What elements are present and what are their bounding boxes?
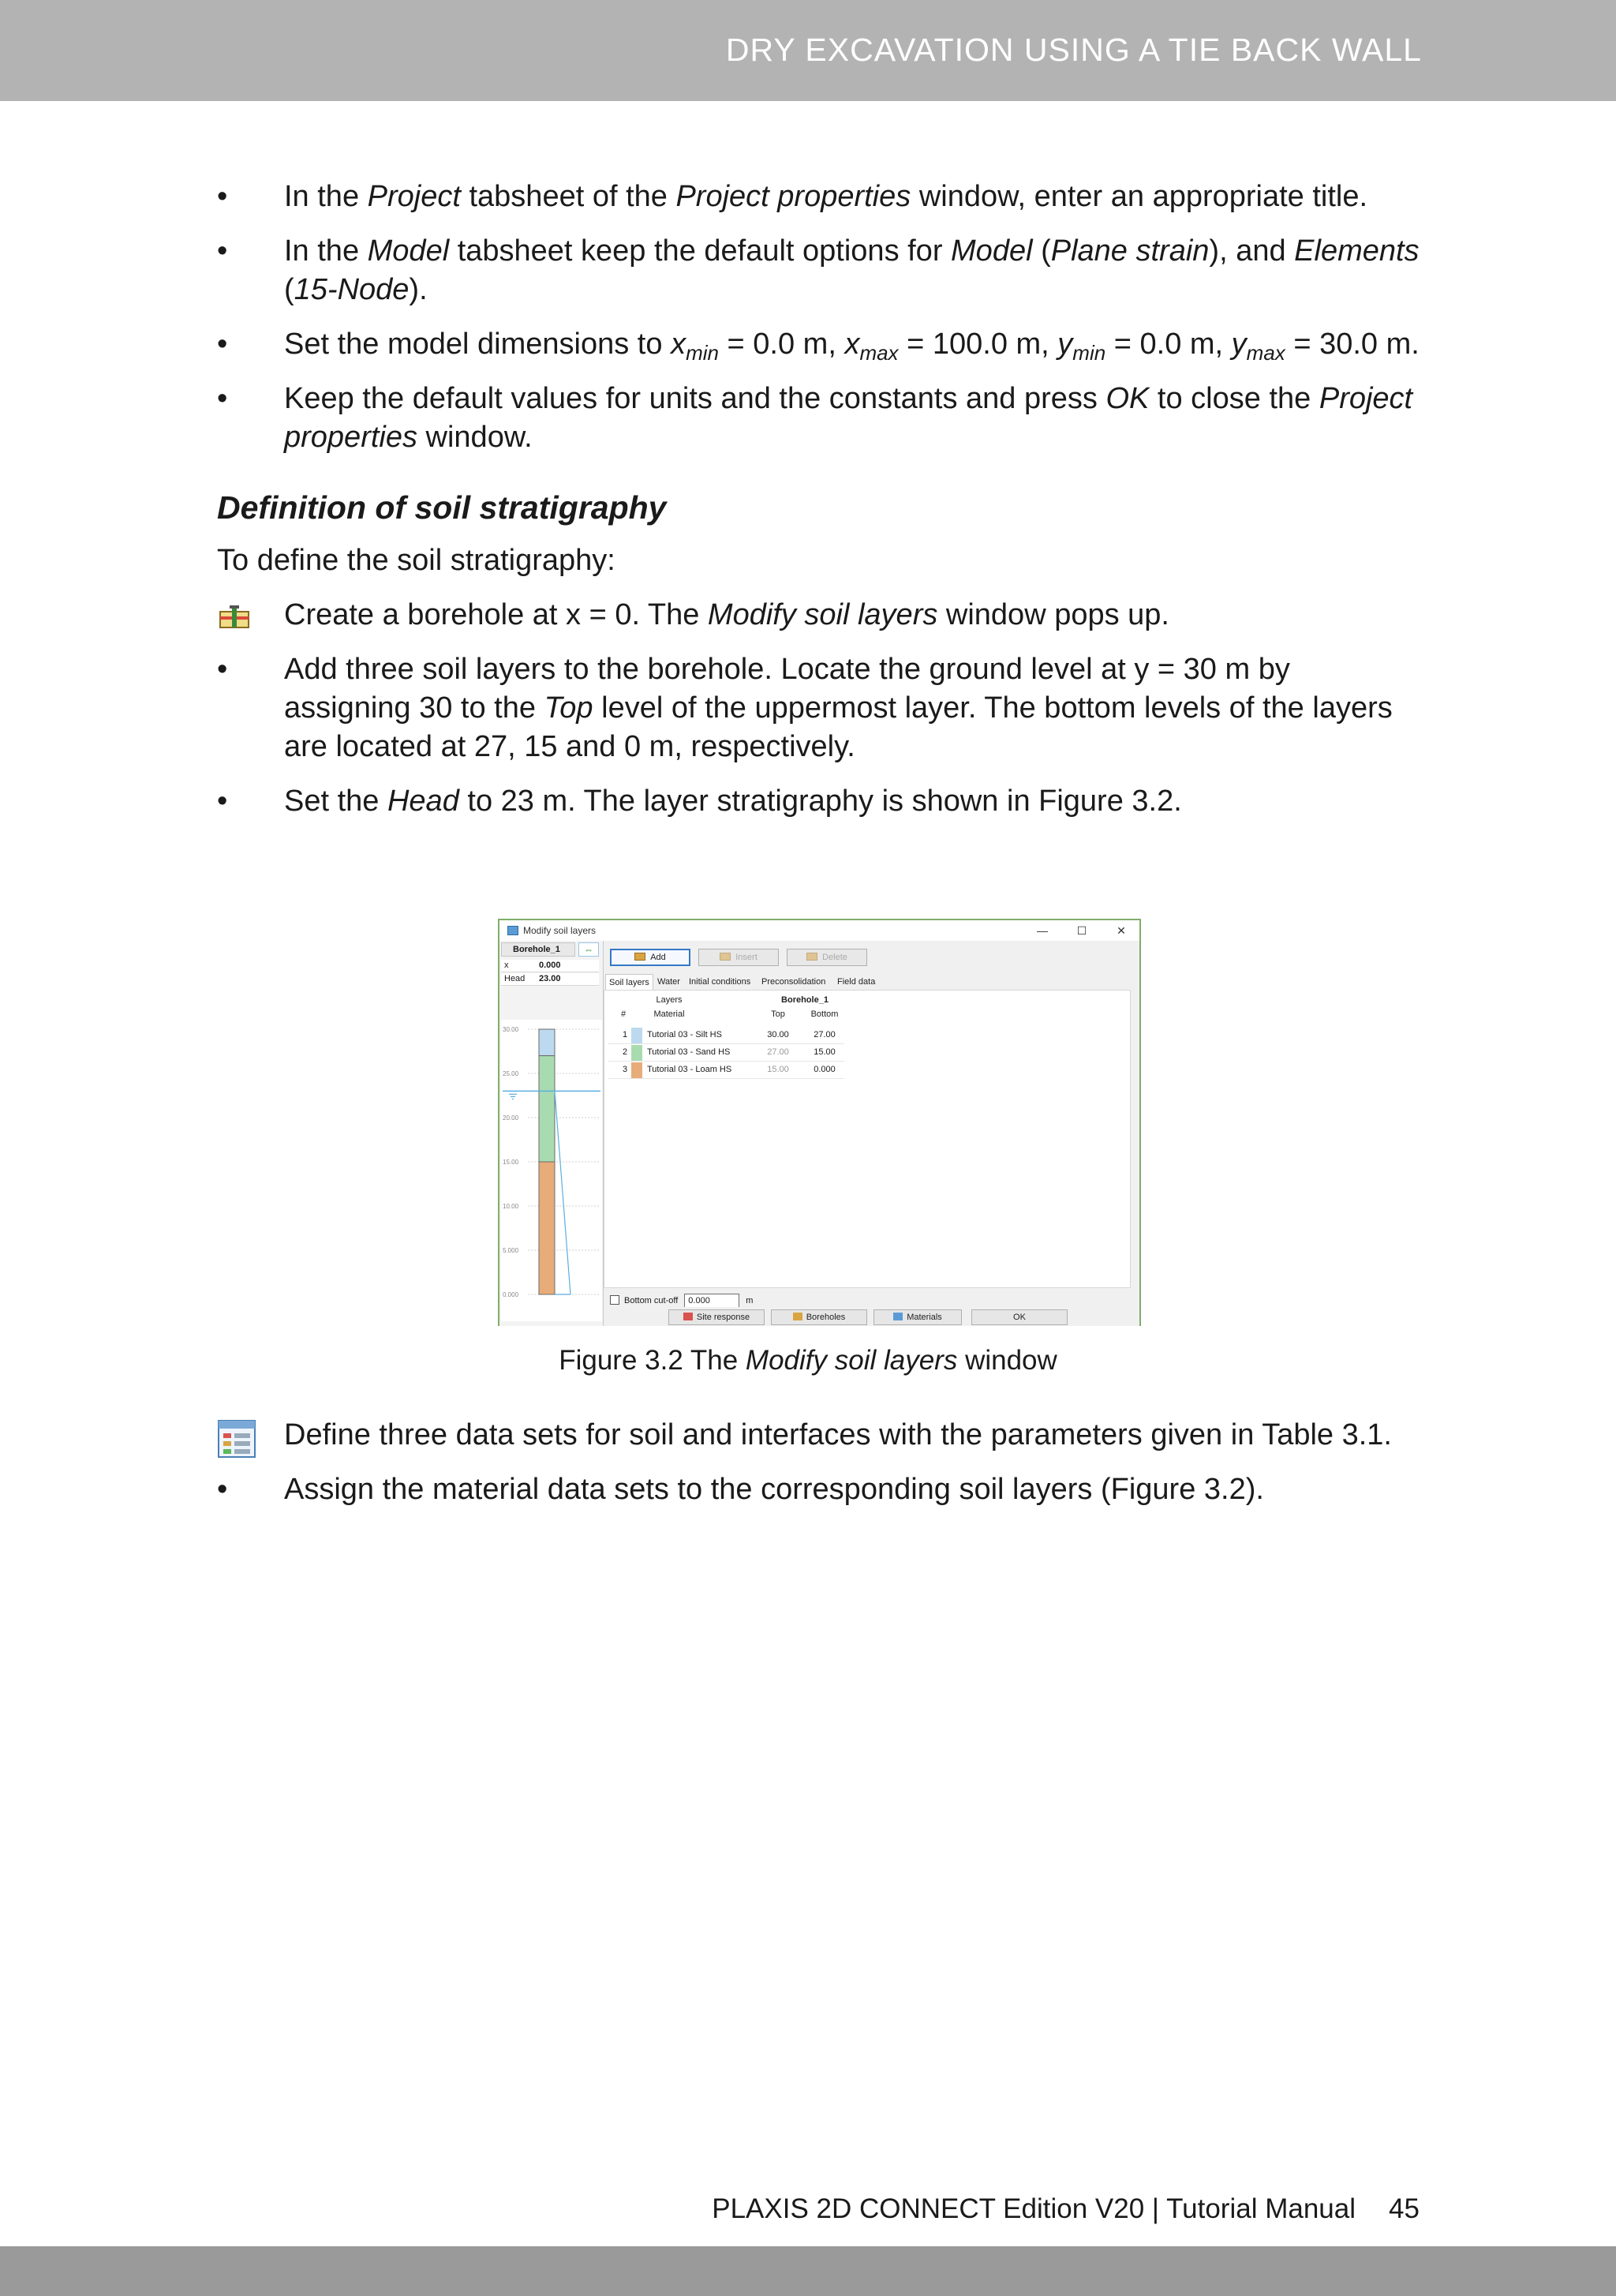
text-segment: Create a borehole at x = 0. The xyxy=(284,598,708,631)
text-segment: to 23 m. The layer stratigraphy is shown in Figure 3.2. xyxy=(458,785,1182,818)
bullet-dot: • xyxy=(217,1473,228,1506)
boreholes-label: Boreholes xyxy=(806,1313,846,1322)
boreholes-button[interactable] xyxy=(771,1309,867,1325)
xmax-sub: max xyxy=(859,341,899,365)
list-item-text xyxy=(284,785,1182,818)
tab-initial-conditions[interactable]: Initial conditions xyxy=(689,977,751,987)
italic-text: Elements xyxy=(1294,234,1420,268)
list-item xyxy=(217,1416,1424,1455)
xmin-value: = 0.0 m, xyxy=(718,328,845,361)
row-bottom[interactable]: 27.00 xyxy=(814,1030,836,1039)
list-item xyxy=(217,232,1424,309)
text-segment: In the xyxy=(284,180,368,213)
layers-main-panel xyxy=(604,941,1139,1326)
list-item xyxy=(217,325,1424,364)
delete-icon xyxy=(806,953,817,961)
axis-tick-label: 30.00 xyxy=(503,1026,519,1033)
xmin-sub: min xyxy=(686,341,719,365)
borehole-panel xyxy=(499,941,604,1326)
borehole-column-view xyxy=(501,1020,602,1321)
grid-header-bottom: Bottom xyxy=(810,1009,839,1019)
delete-layer-button[interactable] xyxy=(787,949,867,966)
close-button[interactable]: ✕ xyxy=(1117,924,1126,937)
row-bottom[interactable]: 0.000 xyxy=(814,1065,836,1074)
text-segment: window pops up. xyxy=(937,598,1169,631)
boreholes-icon xyxy=(793,1313,802,1320)
prop-row-head xyxy=(501,973,599,986)
borehole-name-field[interactable]: Borehole_1 xyxy=(501,942,575,957)
materials-label: Materials xyxy=(907,1313,942,1322)
water-level-icon xyxy=(509,1094,517,1099)
list-item-text xyxy=(284,598,1169,631)
italic-text: Plane strain xyxy=(1050,234,1210,268)
grid-header-material: Material xyxy=(653,1009,685,1019)
text-segment: window, enter an appropriate title. xyxy=(911,180,1368,213)
layer-silt xyxy=(539,1029,555,1056)
text-segment: Keep the default values for units and the constants and press xyxy=(284,382,1106,415)
insert-layer-button[interactable] xyxy=(698,949,779,966)
ymin-value: = 0.0 m, xyxy=(1105,328,1232,361)
layer-loam xyxy=(539,1162,555,1294)
row-color-swatch xyxy=(631,1062,642,1078)
tab-field-data[interactable]: Field data xyxy=(837,977,876,987)
material-sets-icon xyxy=(217,1419,252,1459)
figure-caption xyxy=(0,1345,1616,1376)
ymax-symbol: y xyxy=(1231,328,1247,361)
axis-tick-label: 0.000 xyxy=(503,1291,519,1298)
row-material[interactable]: Tutorial 03 - Loam HS xyxy=(647,1065,732,1074)
row-top[interactable]: 30.00 xyxy=(767,1030,789,1039)
prop-key: Head xyxy=(504,974,526,983)
row-top: 15.00 xyxy=(767,1065,789,1074)
grid-header-layers: Layers xyxy=(656,995,683,1005)
italic-text: Modify soil layers xyxy=(707,598,938,631)
list-item xyxy=(217,650,1424,766)
page-content-lower xyxy=(217,1416,1424,1525)
prop-row-x xyxy=(501,960,599,972)
tab-strip xyxy=(604,974,1139,990)
page-header-bar xyxy=(0,0,1616,101)
app-icon xyxy=(507,926,518,935)
tab-water[interactable]: Water xyxy=(657,977,680,987)
ymin-sub: min xyxy=(1072,341,1106,365)
italic-text: Project xyxy=(367,180,461,213)
text-segment: to close the xyxy=(1149,382,1319,415)
maximize-button[interactable]: ☐ xyxy=(1076,924,1087,937)
caption-prefix: Figure 3.2 The xyxy=(559,1345,746,1376)
list-item-text xyxy=(284,180,1367,213)
add-label: Add xyxy=(650,953,666,962)
axis-tick-label: 20.00 xyxy=(503,1114,519,1122)
xmax-symbol: x xyxy=(844,328,860,361)
italic-text: Project properties xyxy=(675,180,911,213)
list-item xyxy=(217,178,1424,216)
axis-tick-label: 10.00 xyxy=(503,1203,519,1210)
list-item-text xyxy=(284,328,1420,365)
borehole-column-svg xyxy=(501,1020,602,1321)
list-item-text xyxy=(284,234,1420,306)
bottom-cutoff-row xyxy=(610,1293,753,1309)
footer-text: PLAXIS 2D CONNECT Edition V20 | Tutorial Manual xyxy=(712,2193,1356,2224)
text-segment: window. xyxy=(417,421,533,454)
text-segment: tabsheet of the xyxy=(460,180,676,213)
xmin-symbol: x xyxy=(671,328,686,361)
text-segment: ( xyxy=(1032,234,1051,268)
italic-text: Model xyxy=(951,234,1033,268)
italic-text: OK xyxy=(1105,382,1150,415)
insert-label: Insert xyxy=(735,953,758,962)
modify-soil-layers-window xyxy=(498,919,1141,1326)
materials-button[interactable] xyxy=(873,1309,962,1325)
row-material[interactable]: Tutorial 03 - Silt HS xyxy=(647,1030,722,1039)
text-segment: ), and xyxy=(1209,234,1295,268)
table-row[interactable] xyxy=(608,1027,844,1044)
ymax-value: = 30.0 m. xyxy=(1285,328,1420,361)
bullet-dot: • xyxy=(217,382,228,415)
site-response-icon xyxy=(683,1313,693,1320)
bottom-cutoff-input[interactable]: 0.000 xyxy=(684,1294,739,1308)
italic-text: 15-Node xyxy=(294,273,410,306)
tab-soil-layers[interactable]: Soil layers xyxy=(605,974,653,990)
row-color-swatch xyxy=(631,1028,642,1043)
italic-text: Top xyxy=(544,691,593,725)
grid-header-top: Top xyxy=(771,1009,785,1019)
italic-text: Head xyxy=(387,785,459,818)
row-index: 2 xyxy=(622,1047,628,1057)
site-response-button[interactable] xyxy=(668,1309,765,1325)
bullet-dot: • xyxy=(217,328,228,361)
list-item xyxy=(217,1470,1424,1509)
ok-button[interactable]: OK xyxy=(971,1309,1068,1325)
text-segment: Add three soil layers to the borehole. Locate the ground level at y = 30 m by assigning 30 to the xyxy=(284,653,1290,725)
text-segment: In the xyxy=(284,234,368,268)
layer-sand xyxy=(539,1056,555,1162)
soil-layers-grid xyxy=(604,990,1131,1288)
section-heading: Definition of soil stratigraphy xyxy=(217,489,667,526)
text-segment: Assign the material data sets to the corresponding soil layers (Figure 3.2). xyxy=(284,1473,1264,1506)
row-top: 27.00 xyxy=(767,1047,789,1057)
italic-text: Model xyxy=(367,234,450,268)
row-index: 3 xyxy=(622,1065,628,1074)
window-button-bar xyxy=(604,1307,1139,1326)
row-bottom[interactable]: 15.00 xyxy=(814,1047,836,1057)
section-intro: To define the soil stratigraphy: xyxy=(217,544,615,577)
list-item-text xyxy=(284,382,1412,454)
caption-suffix: window xyxy=(957,1345,1057,1376)
minimize-button[interactable]: — xyxy=(1037,924,1048,937)
text-segment: tabsheet keep the default options for xyxy=(449,234,952,268)
list-item xyxy=(217,380,1424,457)
list-item xyxy=(217,782,1424,821)
bullet-dot: • xyxy=(217,180,228,213)
page-number: 45 xyxy=(1389,2193,1420,2224)
add-icon xyxy=(634,953,645,961)
page-content xyxy=(217,178,1424,837)
chapter-title: DRY EXCAVATION USING A TIE BACK WALL xyxy=(725,32,1422,68)
dims-prefix: Set the model dimensions to xyxy=(284,328,671,361)
borehole-icon xyxy=(217,602,252,629)
axis-tick-label: 5.000 xyxy=(503,1247,519,1254)
hydrostatic-line xyxy=(555,1091,570,1294)
axis-tick-label: 15.00 xyxy=(503,1159,519,1166)
row-material[interactable]: Tutorial 03 - Sand HS xyxy=(647,1047,731,1057)
site-response-label: Site response xyxy=(696,1313,750,1322)
table-row[interactable] xyxy=(608,1062,844,1079)
tab-preconsolidation[interactable]: Preconsolidation xyxy=(761,977,826,987)
bullet-dot: • xyxy=(217,785,228,818)
resize-arrows-icon[interactable]: ⇔ xyxy=(578,942,599,957)
list-item-text xyxy=(284,653,1393,763)
bottom-cutoff-unit: m xyxy=(746,1296,754,1305)
list-item-text xyxy=(284,1473,1264,1506)
grid-header-index: # xyxy=(620,1009,627,1019)
bullet-dot: • xyxy=(217,653,228,686)
delete-label: Delete xyxy=(822,953,847,962)
row-index: 1 xyxy=(622,1030,628,1039)
text-segment: Set the xyxy=(284,785,387,818)
row-color-swatch xyxy=(631,1045,642,1061)
prop-key: x xyxy=(504,961,509,970)
materials-icon xyxy=(893,1313,903,1320)
caption-italic: Modify soil layers xyxy=(745,1345,958,1376)
text-segment: level of the uppermost layer. The bottom levels of the layers are located at 27, 15 and 0 m, respectively. xyxy=(284,691,1393,763)
text-segment: ). xyxy=(409,273,428,306)
bottom-cutoff-label: Bottom cut-off xyxy=(624,1296,679,1305)
insert-icon xyxy=(720,953,731,961)
window-titlebar xyxy=(499,920,1139,941)
table-row[interactable] xyxy=(608,1044,844,1062)
text-segment: Define three data sets for soil and interfaces with the parameters given in Table 3.1. xyxy=(284,1418,1392,1451)
xmax-value: = 100.0 m, xyxy=(898,328,1058,361)
bottom-cutoff-checkbox[interactable] xyxy=(610,1295,619,1305)
axis-tick-label: 25.00 xyxy=(503,1070,519,1077)
bullet-dot: • xyxy=(217,234,228,268)
ymin-symbol: y xyxy=(1057,328,1073,361)
text-segment: ( xyxy=(284,273,294,306)
list-item xyxy=(217,596,1424,635)
ymax-sub: max xyxy=(1246,341,1285,365)
window-title: Modify soil layers xyxy=(523,925,597,936)
prop-value[interactable]: 23.00 xyxy=(539,974,561,983)
add-layer-button[interactable] xyxy=(610,949,690,966)
grid-header-borehole: Borehole_1 xyxy=(781,995,829,1005)
page-footer-bar xyxy=(0,2246,1616,2296)
italic-text: Project properties xyxy=(284,382,1413,454)
prop-value[interactable]: 0.000 xyxy=(539,961,561,970)
list-item-text xyxy=(284,1418,1392,1451)
